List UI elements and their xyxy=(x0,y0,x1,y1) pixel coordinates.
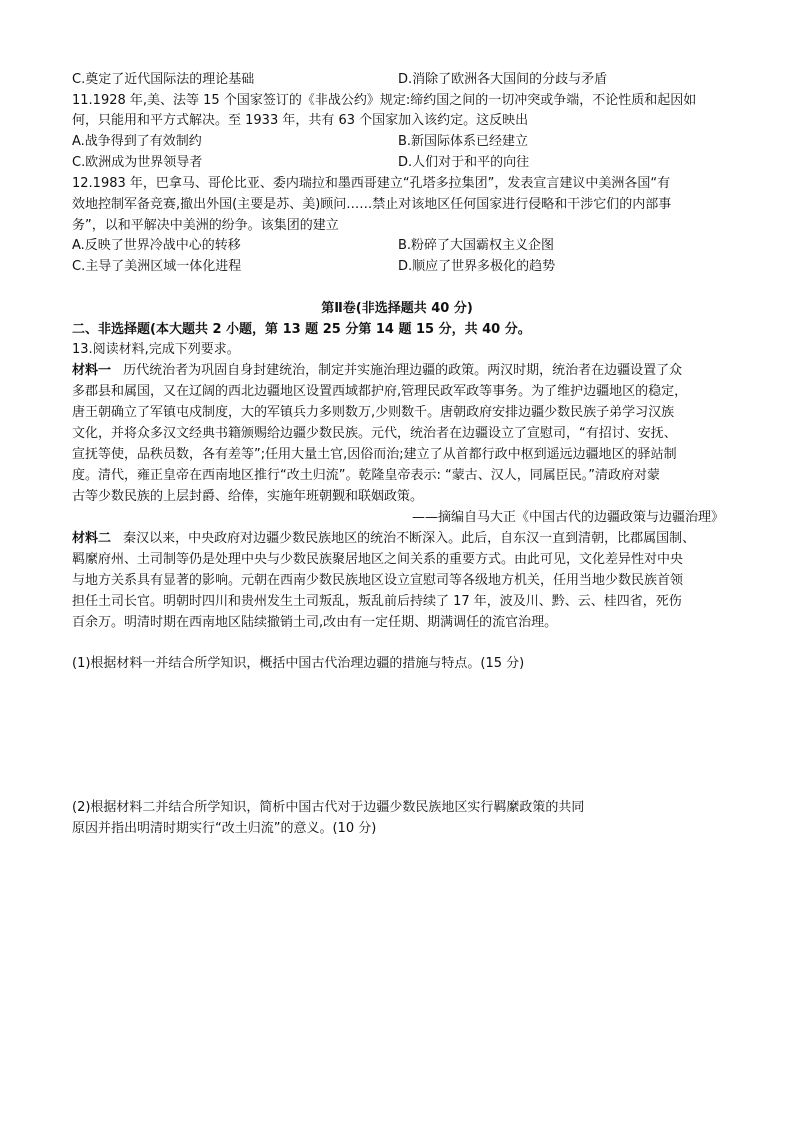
material1-line2: 多郡县和属国，又在辽阔的西北边疆地区设置西域都护府,管理民政军政等事务。为了维护边疆地区的稳定， xyxy=(72,384,688,399)
q13-subquestion-2-line2: 原因并指出明清时期实行“改土归流”的意义。(10 分) xyxy=(72,821,377,836)
q12-option-c: C.主导了美洲区域一体化进程 xyxy=(72,259,242,274)
material1-line7: 古等少数民族的上层封爵、给俸，实施年班朝觐和联姻政策。 xyxy=(72,489,424,504)
material2-line3: 与地方关系具有显著的影响。元朝在西南少数民族地区设立宣慰司等各级地方机关，任用当地少数民族首领 xyxy=(72,573,684,588)
q11-option-a: A.战争得到了有效制约 xyxy=(72,134,202,149)
material2-label: 材料二 xyxy=(72,531,112,546)
q10-option-c: C.奠定了近代国际法的理论基础 xyxy=(72,72,255,87)
q12-stem-line1: 12.1983 年，巴拿马、哥伦比亚、委内瑞拉和墨西哥建立“孔塔多拉集团”，发表宣言建议中美洲各国“有 xyxy=(72,176,671,191)
q12-option-a: A.反映了世界冷战中心的转移 xyxy=(72,238,241,253)
q13-subquestion-2-line1: (2)根据材料二并结合所学知识，简析中国古代对于边疆少数民族地区实行羁縻政策的共同 xyxy=(72,800,585,815)
material1-source: ——摘编自马大正《中国古代的边疆政策与边疆治理》 xyxy=(411,510,724,525)
material1-line3: 唐王朝确立了军镇屯戍制度，大的军镇兵力多则数万,少则数千。唐朝政府安排边疆少数民族子弟学习汉族 xyxy=(72,405,675,420)
q11-option-c: C.欧洲成为世界领导者 xyxy=(72,155,203,170)
material2-line4: 担任土司长官。明朝时四川和贵州发生土司叛乱，叛乱前后持续了 17 年，波及川、黔、云、桂四省，死伤 xyxy=(72,594,682,609)
q12-stem-line3: 务”，以和平解决中美洲的纷争。该集团的建立 xyxy=(72,218,339,233)
q12-stem-line2: 效地控制军备竞赛,撤出外国(主要是苏、美)顾问……禁止对该地区任何国家进行侵略和干涉它们的内部事 xyxy=(72,197,672,212)
material1-line1 xyxy=(72,361,724,381)
section2-heading: 二、非选择题(本大题共 2 小题，第 13 题 25 分第 14 题 15 分，共 40 分。 xyxy=(72,322,531,337)
material1-text-line1: 历代统治者为巩固自身封建统治，制定并实施治理边疆的政策。两汉时期，统治者在边疆设置了众 xyxy=(123,363,683,378)
material2-line1 xyxy=(72,529,724,549)
q13-subquestion-1: (1)根据材料一并结合所学知识，概括中国古代治理边疆的措施与特点。(15 分) xyxy=(72,656,525,671)
material1-line4: 文化，并将众多汉文经典书籍颁赐给边疆少数民族。元代，统治者在边疆设立了宣慰司，“有招讨、安抚、 xyxy=(72,426,677,441)
q11-option-b: B.新国际体系已经建立 xyxy=(398,134,529,149)
section2-title: 第Ⅱ卷(非选择题共 40 分) xyxy=(321,301,473,316)
q11-option-d: D.人们对于和平的向往 xyxy=(398,155,530,170)
material1-line6: 度。清代，雍正皇帝在西南地区推行“改土归流”。乾隆皇帝表示: “蒙古、汉人，同属臣民。”清政府对蒙 xyxy=(72,468,660,483)
q13-intro: 13.阅读材料,完成下列要求。 xyxy=(72,342,240,357)
q12-option-b: B.粉碎了大国霸权主义企图 xyxy=(398,238,555,253)
material2-line5: 百余万。明清时期在西南地区陆续撤销土司,改由有一定任期、期满调任的流官治理。 xyxy=(72,615,558,630)
material1-line5: 宣抚等使，品秩员数，各有差等”;任用大量土官,因俗而治;建立了从首都行政中枢到遥远边疆地区的驿站制 xyxy=(72,447,677,462)
q10-option-d: D.消除了欧洲各大国间的分歧与矛盾 xyxy=(398,72,608,87)
material2-text-line1: 秦汉以来，中央政府对边疆少数民族地区的统治不断深入。此后，自东汉一直到清朝，比郡属国制、 xyxy=(123,531,696,546)
material1-label: 材料一 xyxy=(72,363,112,378)
q12-option-d: D.顺应了世界多极化的趋势 xyxy=(398,259,556,274)
q11-stem-line1: 11.1928 年,美、法等 15 个国家签订的《非战公约》规定:缔约国之间的一切冲突或争端，不论性质和起因如 xyxy=(72,93,697,108)
material2-line2: 羁縻府州、土司制等仍是处理中央与少数民族聚居地区之间关系的重要方式。由此可见，文化差异性对中央 xyxy=(72,552,684,567)
q11-stem-line2: 何，只能用和平方式解决。至 1933 年，共有 63 个国家加入该约定。这反映出 xyxy=(72,113,529,128)
